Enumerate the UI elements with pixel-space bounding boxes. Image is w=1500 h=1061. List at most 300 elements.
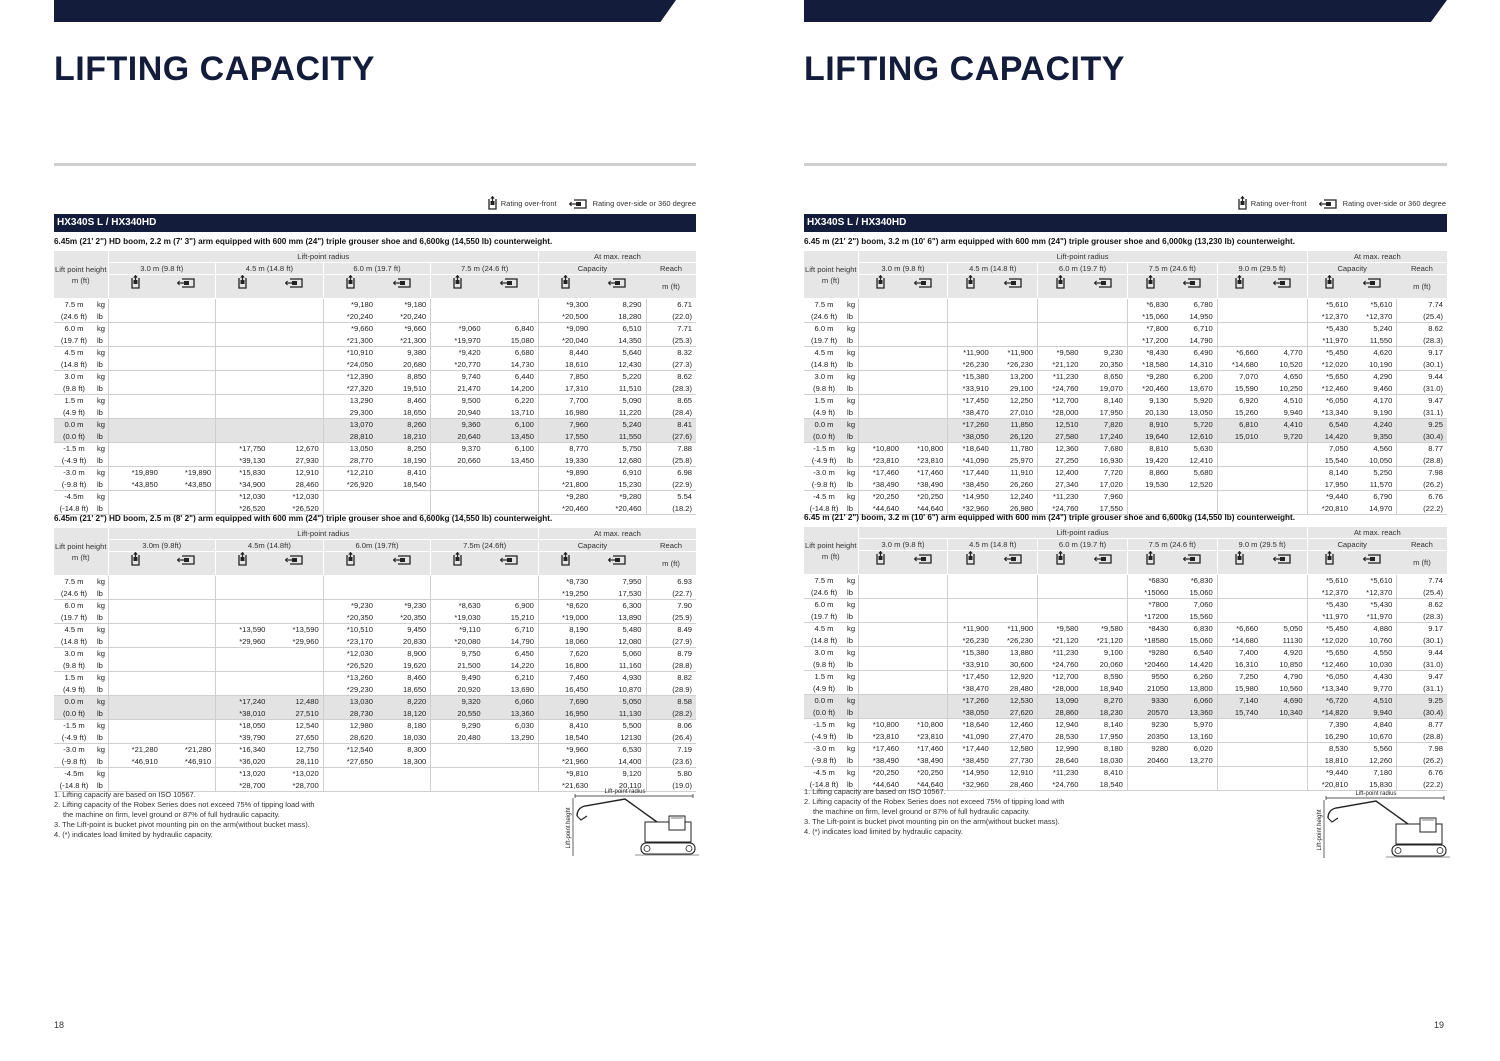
over-side-icon <box>1352 551 1397 575</box>
over-side-icon <box>1262 551 1307 575</box>
unit-cell: lb <box>844 431 858 443</box>
value-cell: 27,620 <box>993 707 1038 719</box>
value-cell: 8,290 <box>592 299 646 311</box>
value-cell: 12,580 <box>993 743 1038 755</box>
value-cell: 6,060 <box>485 696 539 708</box>
value-cell: (28.8) <box>1397 731 1447 743</box>
value-cell <box>108 588 162 600</box>
value-cell: 7.19 <box>646 744 696 756</box>
value-cell: 20,830 <box>403 636 427 646</box>
value-cell: *20,250 <box>903 767 948 779</box>
value-cell <box>162 732 216 744</box>
value-cell: *5,610 <box>1307 575 1352 587</box>
value-cell: 17,950 <box>1099 407 1123 417</box>
table-caption: 6.45 m (21' 2") boom, 3.2 m (10' 6") arm equipped with 600 mm (24") triple grouser shoe and 6,600kg (14,550 lb) counterweight. <box>804 513 1296 522</box>
value-cell: *26,520 <box>216 503 270 515</box>
value-cell: 8.79 <box>646 648 696 660</box>
value-cell <box>216 395 270 407</box>
page-title: LIFTING CAPACITY <box>54 50 375 88</box>
table-row <box>54 347 696 359</box>
value-cell <box>108 323 162 335</box>
value-cell: *9,060 <box>431 323 485 335</box>
value-cell <box>903 635 948 647</box>
value-cell: 15,010 <box>1217 431 1262 443</box>
value-cell: *20,460 <box>538 503 592 515</box>
value-cell: 20350 <box>1127 731 1172 743</box>
value-cell: 17,550 <box>538 431 592 443</box>
value-cell: 4,290 <box>1352 371 1397 383</box>
unit-cell: lb <box>847 335 853 345</box>
value-cell: 13,360 <box>485 708 539 720</box>
value-cell <box>431 491 485 503</box>
value-cell <box>858 359 903 371</box>
value-cell: *8,620 <box>538 600 592 612</box>
value-cell <box>162 419 216 431</box>
value-cell <box>108 612 162 624</box>
value-cell <box>903 575 948 587</box>
value-cell <box>162 311 216 323</box>
value-cell: 6,450 <box>485 648 539 660</box>
value-cell: 9,360 <box>431 419 485 431</box>
model-header: HX340S L / HX340HD <box>54 214 696 232</box>
value-cell: *29,960 <box>216 636 270 648</box>
value-cell: 21,470 <box>431 383 485 395</box>
value-cell: (31.1) <box>1397 683 1447 695</box>
value-cell: *20460 <box>1127 659 1172 671</box>
table-row <box>54 395 696 407</box>
value-cell: *5,450 <box>1307 347 1352 359</box>
value-cell: *6,050 <box>1307 671 1352 683</box>
value-cell: 16,290 <box>1307 731 1352 743</box>
value-cell: 10,560 <box>1279 683 1303 693</box>
value-cell <box>162 708 216 720</box>
value-cell: 6,490 <box>1172 347 1217 359</box>
value-cell <box>216 419 270 431</box>
value-cell <box>108 299 162 311</box>
value-cell: *9,180 <box>323 299 377 311</box>
unit-cell: lb <box>847 407 853 417</box>
value-cell: 15,830 <box>1352 779 1397 791</box>
over-side-icon <box>1172 551 1217 575</box>
value-cell: *19,890 <box>108 467 162 479</box>
value-cell: *8,430 <box>1127 347 1172 359</box>
over-front-icon <box>1217 275 1262 299</box>
height-cell: 1.5 m <box>804 395 844 407</box>
value-cell: *9,230 <box>377 600 431 612</box>
value-cell <box>1083 299 1128 311</box>
value-cell <box>162 491 216 503</box>
value-cell: *38,490 <box>858 755 903 767</box>
value-cell <box>269 383 323 395</box>
value-cell: *5,610 <box>1352 299 1397 311</box>
value-cell: 6,710 <box>1172 323 1217 335</box>
height-cell: 0.0 m <box>804 695 844 707</box>
value-cell: *24,760 <box>1038 503 1083 515</box>
value-cell: 18,540 <box>403 479 427 489</box>
value-cell: *13,020 <box>216 768 270 780</box>
table-row <box>804 611 1447 623</box>
table-row <box>54 612 696 624</box>
value-cell <box>162 395 216 407</box>
table-row <box>804 299 1447 311</box>
notes <box>54 790 314 840</box>
page-right <box>750 0 1500 1061</box>
value-cell <box>903 683 948 695</box>
value-cell <box>216 612 270 624</box>
value-cell: 8.62 <box>1397 599 1447 611</box>
value-cell: 13,090 <box>1038 695 1083 707</box>
value-cell: 18,280 <box>618 311 642 321</box>
value-cell: 19,510 <box>403 383 427 393</box>
height-cell: 4.5 m <box>54 347 94 359</box>
height-cell: 7.5 m <box>54 576 94 588</box>
value-cell <box>269 323 323 335</box>
value-cell <box>1038 611 1083 623</box>
value-cell: *44,640 <box>858 503 903 515</box>
over-front-icon <box>431 275 485 299</box>
value-cell: *41,090 <box>948 455 993 467</box>
table-row <box>804 335 1447 347</box>
value-cell <box>431 768 485 780</box>
value-cell: 8,850 <box>377 371 431 383</box>
value-cell: 19,620 <box>403 660 427 670</box>
value-cell: *5,450 <box>1307 623 1352 635</box>
height-cell: (4.9 ft) <box>813 407 835 417</box>
table-row <box>54 756 696 768</box>
value-cell: *9,580 <box>1083 623 1128 635</box>
value-cell: 14,420 <box>1189 659 1213 669</box>
value-cell: *20,770 <box>431 359 485 371</box>
over-side-icon <box>1262 275 1307 299</box>
value-cell: *13,590 <box>216 624 270 636</box>
value-cell: 4,170 <box>1352 395 1397 407</box>
value-cell: *20,250 <box>858 491 903 503</box>
value-cell <box>1217 335 1262 347</box>
value-cell: 8,180 <box>1083 743 1128 755</box>
value-cell: 4,560 <box>1352 443 1397 455</box>
value-cell: 14,220 <box>510 660 534 670</box>
value-cell: 8,650 <box>1083 371 1128 383</box>
unit-cell: lb <box>847 731 853 741</box>
value-cell: 14,790 <box>1189 335 1213 345</box>
value-cell: *19,030 <box>431 612 485 624</box>
value-cell: 16,450 <box>538 684 592 696</box>
value-cell <box>1217 323 1262 335</box>
value-cell <box>162 588 216 600</box>
value-cell: 6.76 <box>1397 767 1447 779</box>
value-cell <box>993 575 1038 587</box>
value-cell: 5,050 <box>592 696 646 708</box>
value-cell: *10,800 <box>903 719 948 731</box>
value-cell <box>1172 779 1217 791</box>
unit-cell: kg <box>94 299 108 311</box>
value-cell: 9,190 <box>1373 407 1393 417</box>
lifting-table <box>54 251 696 515</box>
value-cell: 7,180 <box>1352 767 1397 779</box>
over-side-icon <box>993 551 1038 575</box>
value-cell: 11,550 <box>1369 335 1393 345</box>
value-cell <box>1262 767 1307 779</box>
unit-cell: kg <box>94 576 108 588</box>
over-front-icon <box>1217 551 1262 575</box>
unit-cell: kg <box>94 624 108 636</box>
reach-header: Reach <box>1397 263 1447 275</box>
value-cell: *12,030 <box>269 491 323 503</box>
table-row <box>54 624 696 636</box>
value-cell <box>162 672 216 684</box>
value-cell: 9.47 <box>1397 671 1447 683</box>
value-cell: *46,910 <box>108 756 162 768</box>
value-cell: 16,310 <box>1217 659 1262 671</box>
capacity-header: Capacity <box>538 263 646 275</box>
lift-point-radius-header: Lift-point radius <box>108 528 538 540</box>
table-row <box>54 684 696 696</box>
value-cell: *20,350 <box>323 612 377 624</box>
value-cell <box>1038 335 1083 347</box>
value-cell <box>1262 311 1307 323</box>
value-cell <box>323 780 377 792</box>
value-cell <box>216 347 270 359</box>
legend-side-label: Rating over-side or 360 degree <box>592 199 696 208</box>
over-side-icon <box>1083 275 1128 299</box>
table-row <box>804 347 1447 359</box>
over-front-icon <box>216 552 270 576</box>
over-side-icon <box>485 275 539 299</box>
value-cell <box>948 575 993 587</box>
value-cell: *38,050 <box>948 431 993 443</box>
radius-header: 6.0 m (19.7 ft) <box>323 263 431 275</box>
value-cell: *38,490 <box>917 755 944 765</box>
radius-header: 3.0 m (9.8 ft) <box>858 263 948 275</box>
height-cell: (14.8 ft) <box>60 359 88 369</box>
value-cell <box>431 503 485 515</box>
lift-point-radius-header: Lift-point radius <box>858 251 1307 263</box>
unit-cell: kg <box>94 744 108 756</box>
unit-cell: lb <box>847 359 853 369</box>
value-cell: 14,400 <box>618 756 642 766</box>
table-row <box>54 636 696 648</box>
value-cell: 5,090 <box>592 395 646 407</box>
height-cell: (-9.8 ft) <box>61 756 87 766</box>
value-cell: *8430 <box>1127 623 1172 635</box>
value-cell <box>269 335 323 347</box>
value-cell: 6,300 <box>592 600 646 612</box>
unit-cell: lb <box>97 660 103 670</box>
value-cell <box>108 576 162 588</box>
diagram-height-label: Lift-point height <box>1317 809 1323 851</box>
value-cell: 12,540 <box>269 720 323 732</box>
value-cell: *26,520 <box>269 503 323 515</box>
value-cell: *44,640 <box>903 503 948 515</box>
value-cell: *19,970 <box>431 335 485 347</box>
value-cell <box>1217 779 1262 791</box>
value-cell <box>431 780 485 792</box>
over-front-icon <box>108 552 162 576</box>
value-cell: *24,760 <box>1038 779 1083 791</box>
unit-cell: lb <box>97 359 103 369</box>
value-cell: *12,370 <box>1366 311 1393 321</box>
height-cell: 3.0 m <box>54 371 94 383</box>
value-cell: *32,960 <box>948 779 993 791</box>
value-cell <box>858 659 903 671</box>
value-cell <box>108 720 162 732</box>
value-cell <box>903 323 948 335</box>
value-cell: 17,020 <box>1099 479 1123 489</box>
value-cell: 20,550 <box>431 708 485 720</box>
value-cell <box>1127 491 1172 503</box>
over-side-icon <box>162 552 216 576</box>
value-cell: *17,260 <box>948 695 993 707</box>
value-cell: (28.2) <box>646 708 696 720</box>
height-cell: 4.5 m <box>804 347 844 359</box>
value-cell: (28.3) <box>1397 335 1447 347</box>
value-cell: *41,090 <box>948 731 993 743</box>
value-cell: 6,920 <box>1217 395 1262 407</box>
value-cell: *20,040 <box>538 335 592 347</box>
value-cell <box>108 491 162 503</box>
value-cell <box>903 371 948 383</box>
reach-unit-header: m (ft) <box>646 552 696 576</box>
radius-header: 3.0 m (9.8 ft) <box>858 539 948 551</box>
value-cell: *13,020 <box>269 768 323 780</box>
table-caption: 6.45m (21' 2") HD boom, 2.2 m (7' 3") arm equipped with 600 mm (24") triple grouser shoe and 6,600kg (14,550 lb) counterweight. <box>54 237 553 246</box>
unit-cell: kg <box>844 647 858 659</box>
value-cell: *6830 <box>1127 575 1172 587</box>
value-cell: *9,890 <box>538 467 592 479</box>
value-cell: 5,720 <box>1172 419 1217 431</box>
value-cell: 5,250 <box>1352 467 1397 479</box>
table-row <box>54 467 696 479</box>
value-cell: *21,280 <box>108 744 162 756</box>
value-cell: *20,240 <box>323 311 377 323</box>
value-cell: 9,940 <box>1283 407 1303 417</box>
value-cell: (28.3) <box>646 383 696 395</box>
value-cell: 9,320 <box>431 696 485 708</box>
table-row <box>804 695 1447 707</box>
value-cell: *18,580 <box>1127 359 1172 371</box>
value-cell <box>903 695 948 707</box>
unit-cell: lb <box>844 503 858 515</box>
value-cell: *20,810 <box>1307 779 1352 791</box>
excavator-diagram <box>1316 788 1451 863</box>
value-cell: 6,020 <box>1172 743 1217 755</box>
value-cell <box>485 588 539 600</box>
value-cell <box>1083 335 1128 347</box>
value-cell <box>162 636 216 648</box>
over-side-icon <box>269 275 323 299</box>
value-cell: 12,080 <box>618 636 642 646</box>
unit-cell: kg <box>94 600 108 612</box>
radius-header: 4.5 m (14.8 ft) <box>216 263 324 275</box>
value-cell: *18580 <box>1127 635 1172 647</box>
height-cell: 3.0 m <box>804 371 844 383</box>
height-cell: (9.8 ft) <box>813 659 835 669</box>
value-cell <box>1038 575 1083 587</box>
value-cell: *24,050 <box>323 359 377 371</box>
value-cell: *12,370 <box>1307 311 1352 323</box>
value-cell: (27.3) <box>646 359 696 371</box>
value-cell: *12,030 <box>216 491 270 503</box>
value-cell: *12,370 <box>1366 587 1393 597</box>
value-cell: *23,810 <box>917 731 944 741</box>
value-cell: 16,930 <box>1099 455 1123 465</box>
value-cell: 6.76 <box>1397 491 1447 503</box>
unit-cell: lb <box>847 383 853 393</box>
value-cell <box>858 383 903 395</box>
value-cell: 13,450 <box>510 455 534 465</box>
value-cell: 5,480 <box>592 624 646 636</box>
value-cell: 11130 <box>1282 635 1303 645</box>
value-cell <box>108 696 162 708</box>
value-cell: 9.44 <box>1397 371 1447 383</box>
value-cell: 6,030 <box>485 720 539 732</box>
value-cell: *19,250 <box>538 588 592 600</box>
value-cell <box>1262 755 1307 767</box>
unit-cell: lb <box>97 636 103 646</box>
value-cell: 12,990 <box>1038 743 1083 755</box>
value-cell: *21,120 <box>1038 635 1083 647</box>
value-cell: 4,930 <box>592 672 646 684</box>
value-cell: 7,140 <box>1217 695 1262 707</box>
value-cell: *33,910 <box>948 383 993 395</box>
value-cell: 16,950 <box>538 708 592 720</box>
unit-cell: lb <box>847 659 853 669</box>
value-cell: *5,650 <box>1307 371 1352 383</box>
value-cell: 20,480 <box>431 732 485 744</box>
value-cell: 8.62 <box>1397 323 1447 335</box>
value-cell: 6,220 <box>485 395 539 407</box>
value-cell: 18,190 <box>403 455 427 465</box>
value-cell <box>216 407 270 419</box>
value-cell: 28,460 <box>993 779 1038 791</box>
value-cell: 17,530 <box>618 588 642 598</box>
value-cell: 9.44 <box>1397 647 1447 659</box>
value-cell: (28.8) <box>1397 455 1447 467</box>
value-cell: 8,270 <box>1083 695 1128 707</box>
max-reach-header: At max. reach <box>538 528 696 540</box>
value-cell <box>108 684 162 696</box>
value-cell: *13,590 <box>269 624 323 636</box>
value-cell: *9,440 <box>1307 491 1352 503</box>
value-cell: *39,790 <box>216 732 270 744</box>
value-cell: *12,460 <box>1307 659 1352 671</box>
unit-cell: lb <box>97 612 103 622</box>
value-cell: *14,680 <box>1217 635 1262 647</box>
unit-cell: lb <box>94 708 108 720</box>
height-cell: 4.5 m <box>54 624 94 636</box>
value-cell <box>1217 443 1262 455</box>
value-cell <box>1217 467 1262 479</box>
value-cell: 8.65 <box>646 395 696 407</box>
value-cell: 14,950 <box>1189 311 1213 321</box>
value-cell: 6,200 <box>1172 371 1217 383</box>
value-cell: (22.2) <box>1397 779 1447 791</box>
value-cell: 15,740 <box>1217 707 1262 719</box>
value-cell: 26,980 <box>993 503 1038 515</box>
value-cell: *9,230 <box>323 600 377 612</box>
radius-header: 6.0 m (19.7 ft) <box>1038 539 1128 551</box>
value-cell <box>108 600 162 612</box>
value-cell: *21,800 <box>538 479 592 491</box>
value-cell <box>485 311 539 323</box>
unit-cell: kg <box>844 491 858 503</box>
value-cell: 9,770 <box>1373 683 1393 693</box>
value-cell: 25,970 <box>1009 455 1034 465</box>
unit-cell: kg <box>94 696 108 708</box>
value-cell: 14,970 <box>1352 503 1397 515</box>
value-cell <box>162 455 216 467</box>
value-cell: 8,860 <box>1127 467 1172 479</box>
